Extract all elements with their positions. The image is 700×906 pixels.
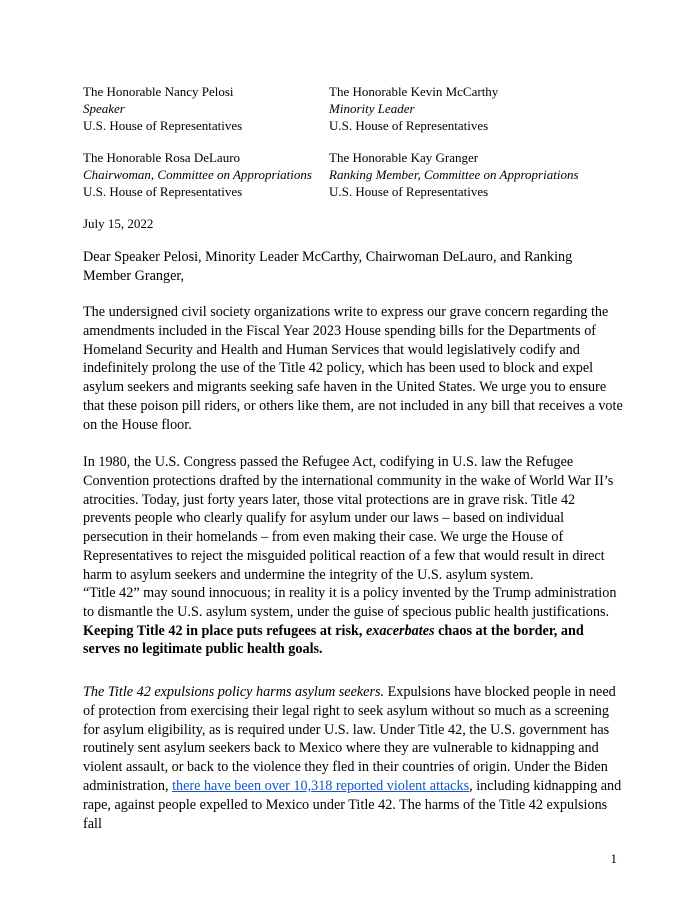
recipient-delauro	[83, 149, 312, 200]
recipient-granger	[329, 149, 579, 200]
key-statement	[83, 623, 584, 658]
recipient-org: U.S. House of Representatives	[329, 184, 489, 199]
recipient-title: Ranking Member, Committee on Appropriations	[329, 167, 579, 182]
page-number: 1	[610, 851, 617, 866]
recipient-name: The Honorable Nancy Pelosi	[83, 84, 234, 99]
recipient-title: Chairwoman, Committee on Appropriations	[83, 167, 312, 182]
recipient-name: The Honorable Rosa DeLauro	[83, 150, 241, 165]
recipient-name: The Honorable Kay Granger	[329, 150, 479, 165]
recipient-title: Speaker	[83, 101, 125, 116]
key-statement-part-1: Keeping Title 42 in place puts refugees at risk,	[83, 622, 363, 639]
recipient-org: U.S. House of Representatives	[83, 184, 243, 199]
paragraph-4-heading: The Title 42 expulsions policy harms asylum seekers.	[83, 684, 385, 700]
paragraph-2: In 1980, the U.S. Congress passed the Refugee Act, codifying in U.S. law the Refugee Convention protections drafted by the international community in the wake of World War II’s atrocities. Today, just forty years later, those vital protections are in grave risk. Title 42 prevents people who clearly qualify for asylum under our laws – based on individual persecution in their homelands – from even making their case. We urge the House of Representatives to reject the misguided political reaction of a few that would result in direct harm to asylum seekers and undermine the integrity of the U.S. asylum system.	[83, 454, 614, 583]
key-statement-emphasis: exacerbates	[365, 622, 435, 639]
salutation: Dear Speaker Pelosi, Minority Leader McCarthy, Chairwoman DeLauro, and Ranking Member Granger,	[83, 249, 573, 284]
paragraph-4-text-1: Expulsions have blocked people in need of protection from exercising their legal right to seek asylum without so much as a screening for asylum eligibility, as is required under U.S. law. Under Title 42, the U.S. government has routinely sent asylum seekers back to Mexico where they are vulnerable to kidnapping and violent assault, or back to the violence they fled in their countries of origin. Under the Biden administration,	[83, 684, 616, 794]
paragraph-3-text: “Title 42” may sound innocuous; in reality it is a policy invented by the Trump administration to dismantle the U.S. asylum system, under the guise of specious public health justifications.	[83, 585, 617, 620]
paragraph-4	[83, 683, 623, 833]
recipient-org: U.S. House of Representatives	[329, 118, 489, 133]
paragraph-1: The undersigned civil society organizations write to express our grave concern regarding the amendments included in the Fiscal Year 2023 House spending bills for the Departments of Homeland Security and Health and Human Services that would legislatively codify and indefinitely prolong the use of the Title 42 policy, which has been used to block and expel asylum seekers and migrants seeking safe haven in the United States. We urge you to ensure that these poison pill riders, or others like them, are not included in any bill that receives a vote on the House floor.	[83, 304, 623, 433]
paragraph-3	[83, 584, 623, 659]
letter-date: July 15, 2022	[83, 216, 154, 231]
key-statement-part-2: chaos at the border, and serves no legitimate public health goals.	[83, 622, 584, 658]
recipient-title: Minority Leader	[329, 101, 415, 116]
paragraph-4-text-2: , including kidnapping and rape, against people expelled to Mexico under Title 42. The harms of the Title 42 expulsions fall	[83, 777, 622, 832]
recipient-name: The Honorable Kevin McCarthy	[329, 84, 499, 99]
recipient-org: U.S. House of Representatives	[83, 118, 243, 133]
recipient-pelosi	[83, 83, 242, 134]
recipient-mccarthy	[329, 83, 498, 134]
violent-attacks-link[interactable]: there have been over 10,318 reported violent attacks	[172, 777, 470, 794]
